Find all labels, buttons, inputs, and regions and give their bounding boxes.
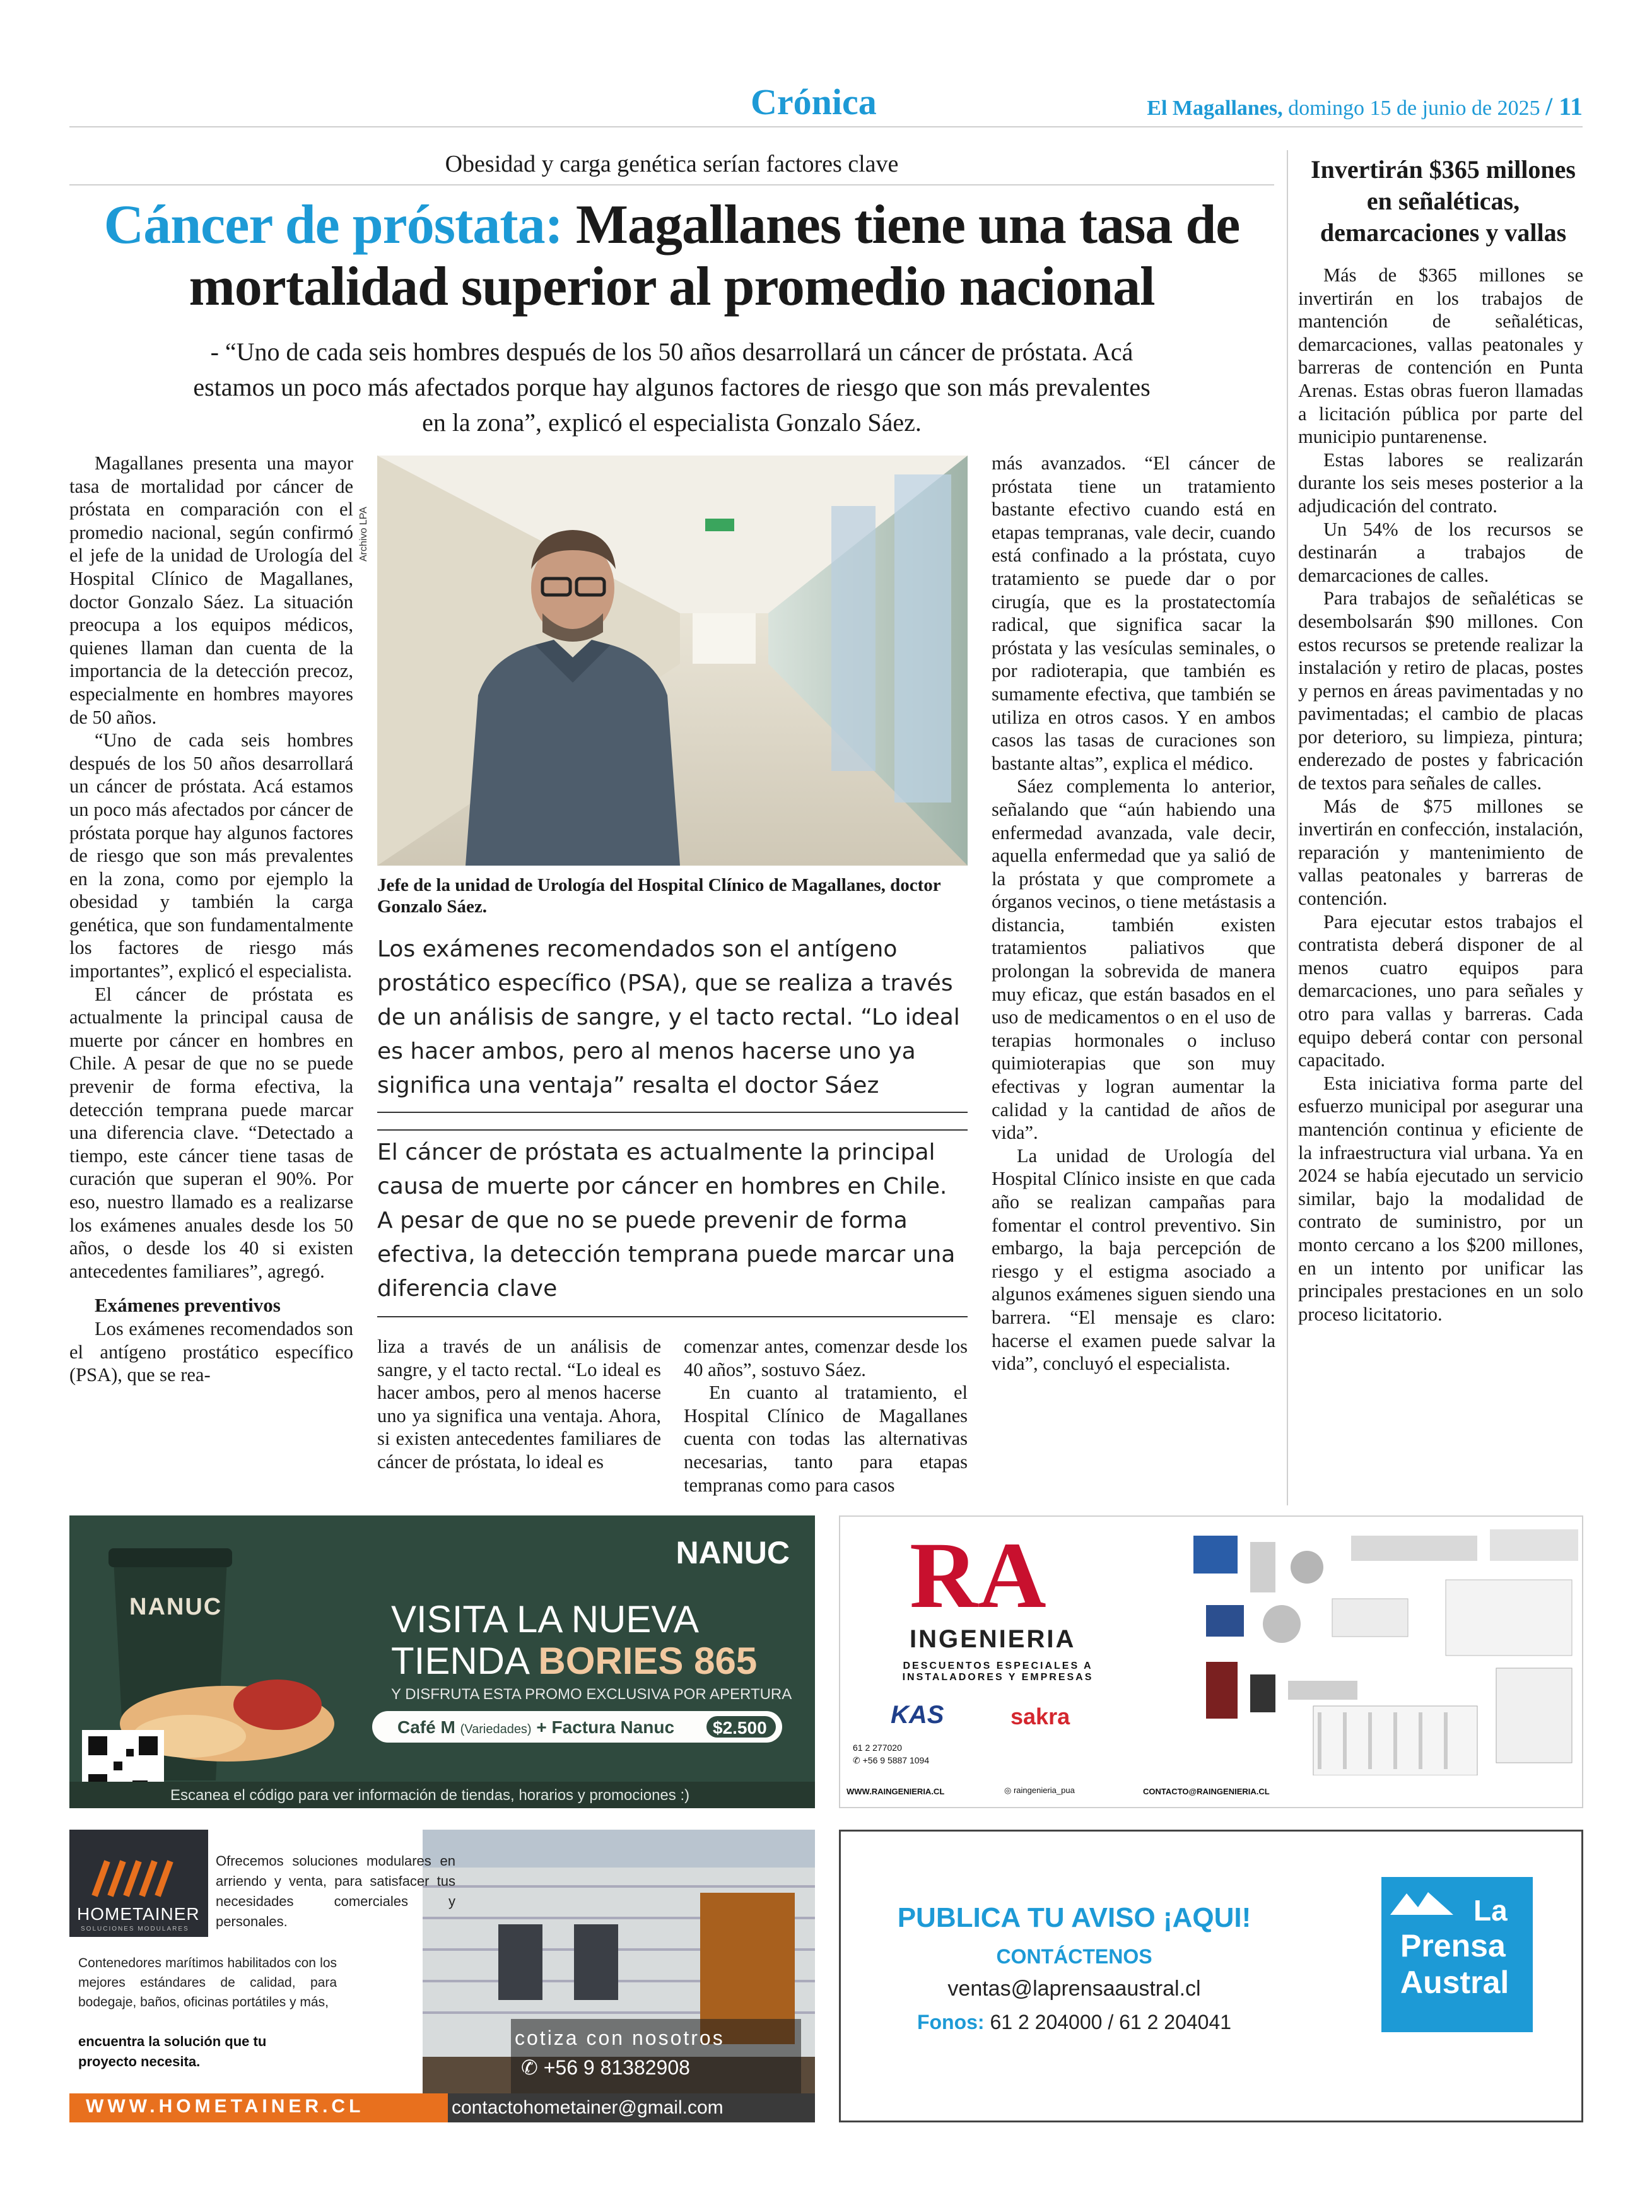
headline-rest: Magallanes tiene una tasa de mortalidad superior al promedio nacional <box>189 194 1240 317</box>
ad-la-prensa-austral[interactable] <box>839 1830 1583 2122</box>
paragraph: En cuanto al tratamiento, el Hospital Clínico de Magallanes cuenta con todas las alternativas necesarias, tanto para etapas tempranas como para casos <box>684 1382 968 1496</box>
ad-brand: NANUC <box>676 1535 790 1570</box>
paragraph: El cáncer de próstata es actualmente la principal causa de muerte por cáncer en hombres en Chile. A pesar de que no se puede prevenir de forma efectiva, la detección temprana puede marcar una diferencia clave. “Detectado a tiempo, este cáncer tiene tasas de curación que superan el 90%. Por eso, nuestro llamado es a realizarse los exámenes anuales desde los 50 años, o desde los 40 si existen antecedentes familiares”, agregó. <box>69 983 353 1282</box>
header-rule <box>69 126 1583 127</box>
hometainer-logo: HOMETAINER <box>77 1904 200 1924</box>
paragraph: Sáez complementa lo anterior, señalando que “aún habiendo una enfermedad avanzada, vale decir, aquella enfermedad que ya salió de la próstata y que compromete a órganos vecinos, o tiene metástasis a distancia, también existen tratamientos paliativos que prolongan la sobrevida de manera muy eficaz, que están basados en el uso de medicamentos o en el uso de terapias hormonales o incluso quimioterapias que son muy efectivas y logran aumentar la calidad y la cantidad de años de vida”. <box>992 775 1275 1144</box>
hometainer-web[interactable]: WWW.HOMETAINER.CL <box>86 2096 365 2117</box>
ad-footer: Escanea el código para ver información de tiendas, horarios y promociones :) <box>170 1787 690 1804</box>
mountain-icon <box>1390 1890 1453 1915</box>
article-column-4 <box>992 452 1275 1375</box>
ra-web[interactable]: WWW.RAINGENIERIA.CL <box>847 1787 945 1796</box>
paragraph: Para ejecutar estos trabajos el contratista deberá disponer de al menos cuatro equipos para demarcaciones, uno para señales y otro para vallas y barreras. Cada equipo deberá contar con personal capacitado. <box>1298 910 1583 1071</box>
paragraph: Para trabajos de señaléticas se desembolsarán $90 millones. Con estos recursos se pretende realizar la instalación y retiro de placas, postes y pernos en áreas pavimentadas y no pavimentadas; el cambio de placas por deterioro, su limpieza, pintura; enderezado de postes y fabricación de textos para señales de calles. <box>1298 587 1583 794</box>
promo-extra: + Factura Nanuc <box>536 1717 675 1737</box>
ra-brand-sakra: sakra <box>1011 1703 1070 1729</box>
ad-line-1: VISITA LA NUEVA <box>391 1598 699 1640</box>
section-subtitle: Exámenes preventivos <box>95 1294 281 1317</box>
promo-item: Café M <box>397 1717 455 1737</box>
product-collage <box>1193 1523 1578 1775</box>
photo-hospital-corridor <box>377 456 968 866</box>
article-headline <box>69 194 1274 318</box>
article-kicker: Obesidad y carga genética serían factores clave <box>445 151 899 177</box>
hometainer-phone[interactable]: +56 9 81382908 <box>543 2056 690 2079</box>
hometainer-cta: cotiza con nosotros <box>515 2027 725 2049</box>
paper-name: El Magallanes, <box>1147 97 1283 120</box>
headline-lead: Cáncer de próstata: <box>103 194 563 256</box>
prensa-title: PUBLICA TU AVISO ¡AQUI! <box>897 1902 1251 1933</box>
cup-brand: NANUC <box>129 1594 223 1620</box>
kicker-rule <box>69 184 1274 185</box>
prensa-contact: CONTÁCTENOS <box>996 1945 1152 1968</box>
article-column-3 <box>684 1335 968 1497</box>
ad-nanuc[interactable] <box>69 1515 815 1808</box>
ad-hometainer[interactable] <box>69 1830 815 2122</box>
ra-brand-kas: KAS <box>891 1701 944 1729</box>
prensa-logo-1: La <box>1473 1894 1508 1927</box>
whatsapp-icon: ✆ <box>853 1755 863 1765</box>
instagram-icon: ◎ <box>1004 1785 1014 1795</box>
divider <box>377 1129 968 1131</box>
promo-variant: (Variedades) <box>460 1722 532 1736</box>
ra-tagline: DESCUENTOS ESPECIALES A INSTALADORES Y EMPRESAS <box>902 1661 1094 1683</box>
paragraph: Más de $365 millones se invertirán en los trabajos de mantención de señaléticas, demarcaciones, vallas peatonales y barreras de contención en Punta Arenas. Estas obras fueron llamadas a licitación pública por parte del municipio puntarenense. <box>1298 264 1583 448</box>
paragraph: Un 54% de los recursos se destinarán a trabajos de demarcaciones de calles. <box>1298 518 1583 586</box>
ad-line-2b: BORIES 865 <box>538 1640 758 1682</box>
paragraph: Magallanes presenta una mayor tasa de mortalidad por cáncer de próstata en comparación con el promedio nacional, según confirmó el jefe de la unidad de Urología del Hospital Clínico de Magallanes, doctor Gonzalo Sáez. La situación preocupa a los equipos médicos, quienes llaman dan cuenta de la importancia de la detección precoz, especialmente en hombres mayores de 50 años. <box>69 452 353 728</box>
side-article-body <box>1298 264 1583 1326</box>
hometainer-text-1: Ofrecemos soluciones modulares en arriendo y venta, para satisfacer tus necesidades comerciales y personales. <box>216 1853 455 1929</box>
prensa-phones-label: Fonos: <box>917 2011 985 2033</box>
pull-quote: El cáncer de próstata es actualmente la principal causa de muerte por cáncer en hombres en Chile. A pesar de que no se puede prevenir de forma efectiva, la detección temprana puede marcar una diferencia clave <box>377 1139 956 1302</box>
paragraph: Los exámenes recomendados son el antígeno prostático específico (PSA), que se rea- <box>69 1317 353 1386</box>
divider <box>377 1316 968 1317</box>
prensa-logo-2: Prensa <box>1400 1928 1506 1963</box>
photo-caption: Jefe de la unidad de Urología del Hospital Clínico de Magallanes, doctor Gonzalo Sáez. <box>377 875 941 917</box>
section-title: Crónica <box>751 81 877 122</box>
article-photo <box>377 456 968 866</box>
paragraph: “Uno de cada seis hombres después de los 50 años desarrollará un cáncer de próstata. Acá estamos un poco más afectados por cáncer de próstata porque hay algunos factores de riesgo que son más prevalentes en la zona, como por ejemplo la obesidad y también la carga genética, que son fundamentalmente los factores de riesgo más importantes”, explicó el especialista. <box>69 729 353 982</box>
ad-ra-ingenieria[interactable] <box>839 1515 1583 1808</box>
hometainer-logo-mark <box>82 1842 196 1899</box>
side-article-headline: Invertirán $365 millones en señaléticas, demarcaciones y vallas <box>1311 155 1576 247</box>
hometainer-email[interactable]: contactohometainer@gmail.com <box>452 2097 723 2118</box>
divider <box>377 1112 968 1113</box>
masthead <box>1147 91 1583 121</box>
pull-quote: Los exámenes recomendados son el antígeno prostático específico (PSA), que se realiza a través de un análisis de sangre, y el tacto rectal. “Lo ideal es hacer ambos, pero al menos hacerse uno ya significa una ventaja” resalta el doctor Sáez <box>377 936 960 1098</box>
ra-email[interactable]: CONTACTO@RAINGENIERIA.CL <box>1143 1787 1270 1796</box>
promo-price: $2.500 <box>713 1718 767 1738</box>
whatsapp-icon: ✆ <box>521 2056 544 2079</box>
article-column-2 <box>377 1335 661 1474</box>
paragraph: Esta iniciativa forma parte del esfuerzo municipal por asegurar una mantención continua y eficiente de la infraestructura vial urbana. Ya en 2024 se había ejecutado un servicio similar, bajo la modalidad de contrato de suministro, por un monto cercano a los $200 millones, en un intento por unificar las principales prestaciones en un solo proceso licitatorio. <box>1298 1072 1583 1325</box>
prensa-logo-3: Austral <box>1400 1965 1509 2000</box>
ra-phone-1: 61 2 277020 <box>853 1743 902 1753</box>
prensa-phones[interactable]: 61 2 204000 / 61 2 204041 <box>984 2011 1232 2033</box>
article-column-1 <box>69 452 353 1387</box>
issue-date: domingo 15 de junio de 2025 <box>1288 97 1540 120</box>
article-subhead: - “Uno de cada seis hombres después de los 50 años desarrollará un cáncer de próstata. Acá estamos un poco más afectados porque hay algunos factores de riesgo que son más prevalentes en la zona”, explicó el especialista Gonzalo Sáez. <box>193 338 1151 437</box>
hometainer-logo-sub: SOLUCIONES MODULARES <box>81 1926 189 1933</box>
paragraph: Estas labores se realizarán durante los seis meses posterior a la adjudicación del contrato. <box>1298 449 1583 517</box>
photo-credit: Archivo LPA <box>358 507 369 562</box>
ra-phone-2: +56 9 5887 1094 <box>862 1755 930 1765</box>
ad-line-2a: TIENDA <box>391 1640 539 1682</box>
hometainer-text-3: encuentra la solución que tu proyecto necesita. <box>78 2033 267 2069</box>
ra-logo: RA <box>910 1523 1046 1628</box>
ad-line-3: Y DISFRUTA ESTA PROMO EXCLUSIVA POR APERTURA <box>391 1686 792 1703</box>
ra-instagram[interactable]: raingenieria_pua <box>1013 1785 1075 1795</box>
page-number: / 11 <box>1545 92 1583 121</box>
prensa-logo <box>1381 1877 1533 2032</box>
column-rule <box>1287 150 1288 1505</box>
paragraph: Más de $75 millones se invertirán en confección, instalación, reparación y mantenimiento de vallas peatonales y barreras de contención. <box>1298 795 1583 910</box>
paragraph: más avanzados. “El cáncer de próstata tiene un tratamiento bastante efectivo cuando está en etapas tempranas, vale decir, cuando está confinado a la próstata, cuyo tratamiento se puede dar o por cirugía, que es la prostatectomía radical, que significa sacar la próstata y las vesículas seminales, o por radioterapia, que también es sumamente efectiva, que también se utiliza en otros casos. Y en ambos casos las tasas de curaciones son bastante altas”, explica el médico. <box>992 452 1275 774</box>
paragraph: La unidad de Urología del Hospital Clínico insiste en que cada año se realizan campañas para fomentar el control preventivo. Sin embargo, la baja percepción de riesgo y el estigma asociado a algunos exámenes siguen siendo una barrera. “El mensaje es claro: hacerse el examen puede salvar la vida”, concluyó el especialista. <box>992 1144 1275 1375</box>
paragraph: comenzar antes, comenzar desde los 40 años”, sostuvo Sáez. <box>684 1336 968 1380</box>
prensa-email[interactable]: ventas@laprensaaustral.cl <box>947 1977 1201 2001</box>
ra-name: INGENIERIA <box>910 1625 1076 1653</box>
paragraph: liza a través de un análisis de sangre, y el tacto rectal. “Lo ideal es hacer ambos, pero al menos hacerse uno ya significa una ventaja. Ahora, si existen antecedentes familiares de cáncer de próstata, lo ideal es <box>377 1336 661 1473</box>
hometainer-text-2: Contenedores marítimos habilitados con los mejores estándares de calidad, para bodegaje, baños, oficinas portátiles y más, <box>78 1956 337 2009</box>
